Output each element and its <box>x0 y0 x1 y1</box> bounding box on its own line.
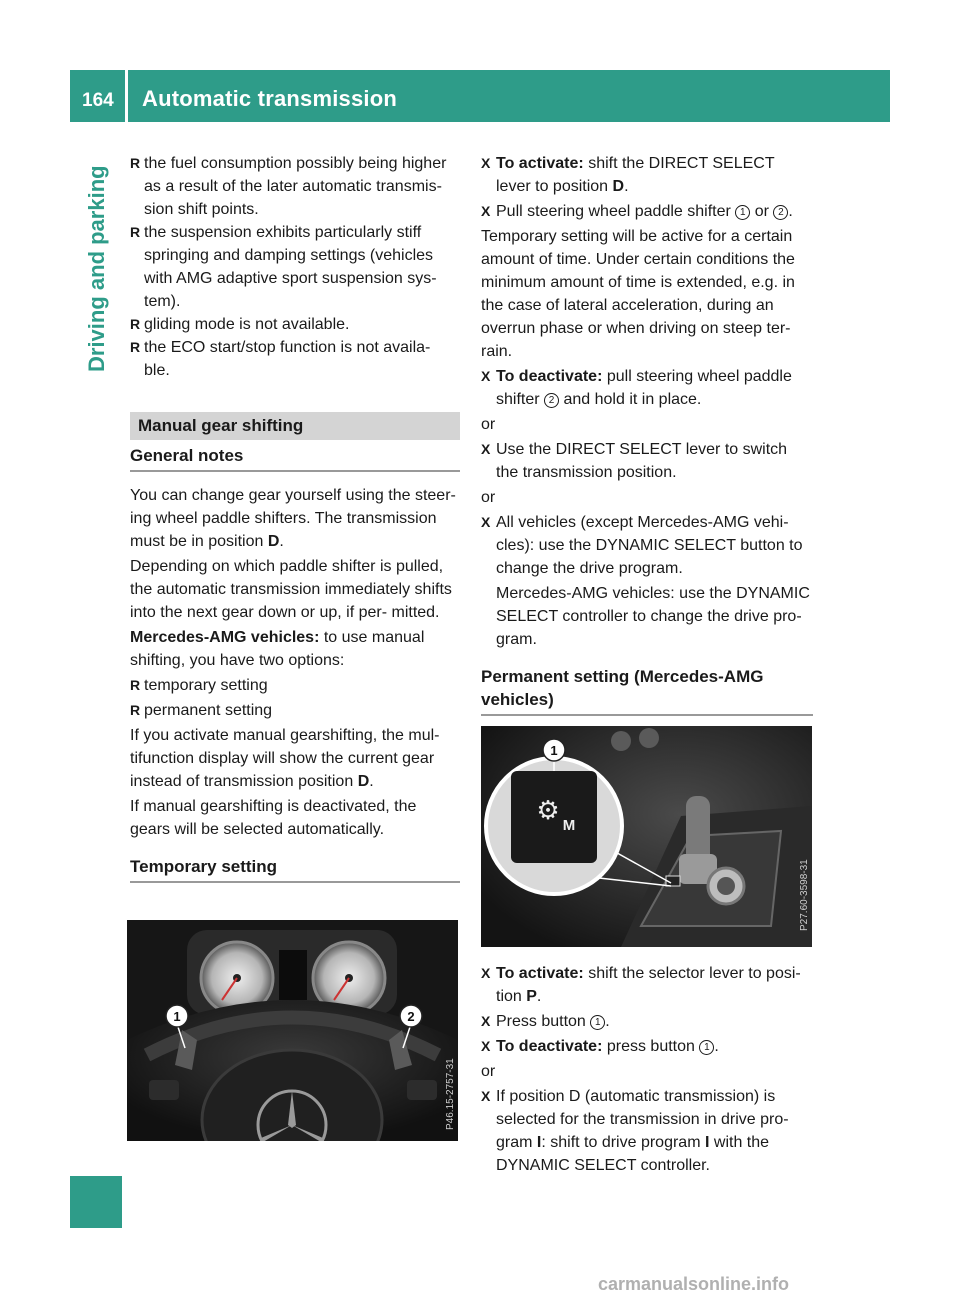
or-separator: or <box>481 1063 496 1080</box>
instruction-step: X To deactivate: press button 1 . <box>481 1035 813 1058</box>
dynamic-select-button-label: M <box>562 817 576 834</box>
callout-number: 1 <box>735 205 750 220</box>
callout-1: 1 <box>173 1009 181 1024</box>
paragraph: Temporary setting will be active for a certain amount of time. Under certain conditions the minimum amount of time is extended, e.g. in the case of lateral acceleration, during an overrun phase or when driving on steep ter- rain. <box>481 228 795 360</box>
callout-number: 2 <box>544 393 559 408</box>
callout-number: 2 <box>773 205 788 220</box>
instruction-note: Mercedes-AMG vehicles: use the DYNAMIC SELECT controller to change the drive pro- gram. <box>496 585 810 648</box>
photo-id: P46.15-2757-31 <box>445 1058 456 1130</box>
paragraph: Mercedes-AMG vehicles: to use manual shifting, you have two options: <box>130 629 425 669</box>
list-item: R the fuel consumption possibly being higher as a result of the later automatic transmis- sion shift points. <box>130 152 460 221</box>
list-item: R temporary setting <box>130 674 460 697</box>
side-tab-label: Driving and parking <box>84 165 109 372</box>
general-notes-heading: General notes <box>130 444 460 472</box>
side-tab-marker <box>70 1176 122 1228</box>
callout-2: 2 <box>407 1009 415 1024</box>
left-column <box>130 152 460 883</box>
callout-1: 1 <box>550 743 558 758</box>
watermark: carmanualsonline.info <box>598 1274 790 1294</box>
right-column-lower <box>481 962 813 1177</box>
paragraph: Depending on which paddle shifter is pulled, the automatic transmission immediately shifts into the next gear down or up, if per- mitted. <box>130 558 452 621</box>
permanent-setting-heading: Permanent setting (Mercedes-AMG vehicles) <box>481 665 813 716</box>
temporary-setting-heading: Temporary setting <box>130 855 460 883</box>
paragraph: You can change gear yourself using the steer- ing wheel paddle shifters. The transmission must be in position D. <box>130 487 456 550</box>
photo-id: P27.60-3598-31 <box>799 859 810 931</box>
instruction-step: X Press button 1 . <box>481 1010 813 1033</box>
callout-number: 1 <box>699 1040 714 1055</box>
instruction-step: X To activate: shift the selector lever to posi- tion P. <box>481 962 813 1008</box>
instruction-step: X Pull steering wheel paddle shifter 1 or 2 . <box>481 200 813 223</box>
header-divider <box>125 70 128 122</box>
steering-wheel-photo <box>127 920 458 1141</box>
instruction-step: X If position D (automatic transmission) is selected for the transmission in drive pro- gram I: shift to drive program I with the DYNAMIC SELECT controller. <box>481 1085 813 1177</box>
or-separator: or <box>481 489 496 506</box>
instruction-step: X To deactivate: pull steering wheel paddle shifter 2 and hold it in place. <box>481 365 813 411</box>
center-console-photo <box>481 726 812 947</box>
chapter-title: Automatic transmission <box>142 86 398 111</box>
list-item: R gliding mode is not available. <box>130 313 460 336</box>
instruction-step: X To activate: shift the DIRECT SELECT lever to position D. <box>481 152 813 198</box>
or-separator: or <box>481 416 496 433</box>
right-column <box>481 152 813 716</box>
paragraph: If you activate manual gearshifting, the mul- tifunction display will show the current gear instead of transmission position D. <box>130 727 440 790</box>
callout-number: 1 <box>590 1015 605 1030</box>
instruction-step: X All vehicles (except Mercedes-AMG vehi- cles): use the DYNAMIC SELECT button to change the drive program. <box>481 511 813 580</box>
paragraph: If manual gearshifting is deactivated, the gears will be selected automatically. <box>130 798 417 838</box>
gear-icon: ⚙ <box>536 796 560 826</box>
page-number: 164 <box>82 90 114 111</box>
list-item: R the ECO start/stop function is not availa- ble. <box>130 336 460 382</box>
section-title: Manual gear shifting <box>130 412 460 440</box>
list-item: R permanent setting <box>130 699 460 722</box>
instruction-step: X Use the DIRECT SELECT lever to switch the transmission position. <box>481 438 813 484</box>
list-item: R the suspension exhibits particularly stiff springing and damping settings (vehicles with AMG adaptive sport suspension sys- tem). <box>130 221 460 313</box>
